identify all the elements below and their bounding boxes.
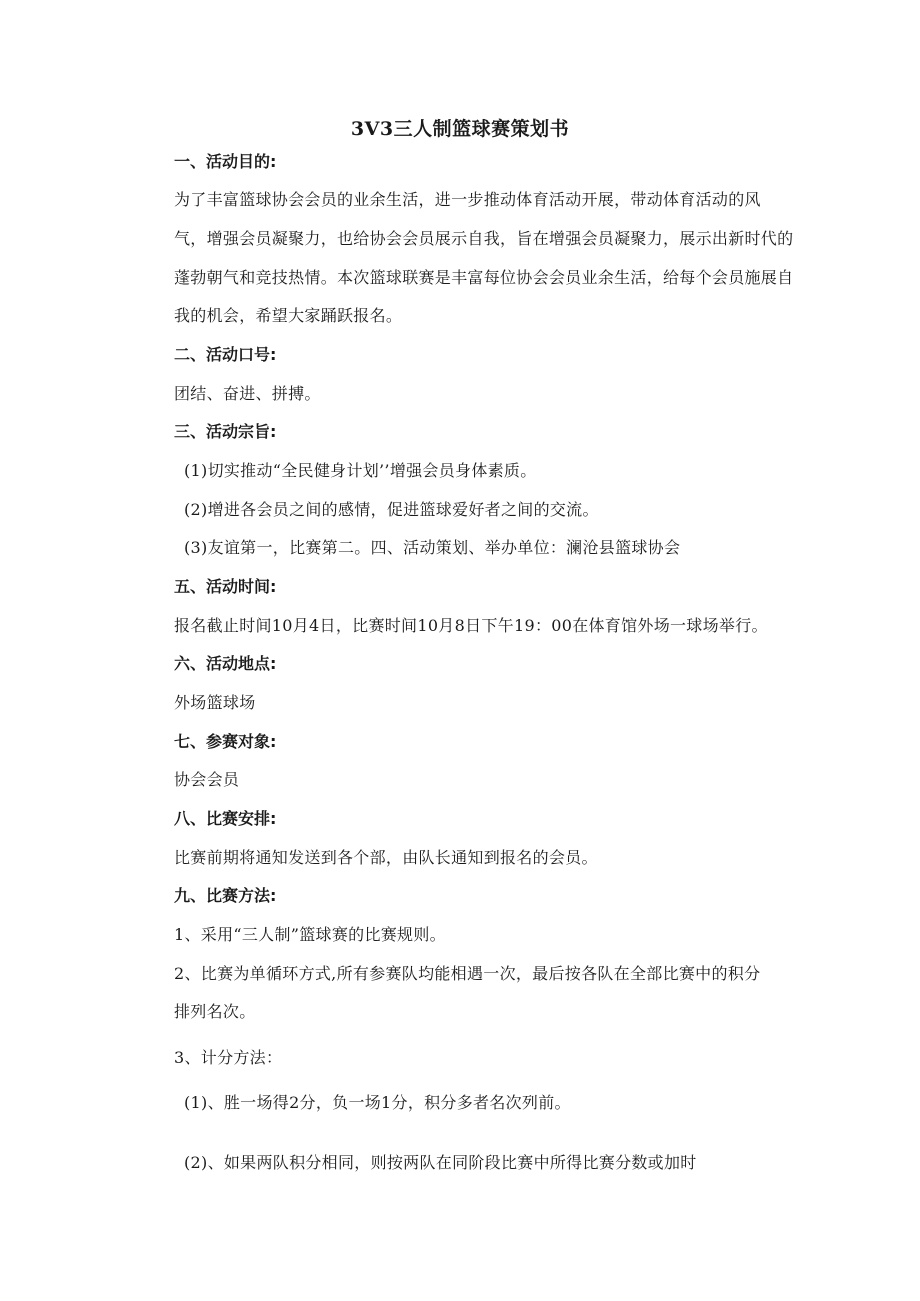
purpose-line-4: 我的机会，希望大家踊跃报名。 — [174, 306, 403, 325]
tenet-item-3: (3)友谊第一，比赛第二。四、活动策划、举办单位：澜沧县篮球协会 — [184, 538, 681, 557]
section-heading-purpose: 一、活动目的: — [174, 152, 277, 171]
section-heading-time: 五、活动时间: — [174, 577, 277, 596]
scoring-rule-2: (2)、如果两队积分相同，则按两队在同阶段比赛中所得比赛分数或加时 — [184, 1153, 697, 1172]
purpose-line-1: 为了丰富篮球协会会员的业余生活，进一步推动体育活动开展，带动体育活动的风 — [174, 190, 761, 209]
tenet-item-2: (2)增进各会员之间的感情，促进篮球爱好者之间的交流。 — [184, 500, 599, 519]
section-heading-arrangement: 八、比赛安排: — [174, 809, 277, 828]
purpose-line-3: 蓬勃朝气和竞技热情。本次篮球联赛是丰富每位协会会员业余生活，给每个会员施展自 — [174, 268, 794, 287]
section-heading-participants: 七、参赛对象: — [174, 732, 277, 751]
method-item-2-line-1: 2、比赛为单循环方式,所有参赛队均能相遇一次，最后按各队在全部比赛中的积分 — [174, 964, 761, 983]
arrangement-text: 比赛前期将通知发送到各个部，由队长通知到报名的会员。 — [174, 848, 598, 867]
section-heading-tenet: 三、活动宗旨: — [174, 422, 277, 441]
scoring-rule-1: (1)、胜一场得2分，负一场1分，积分多者名次列前。 — [184, 1093, 571, 1112]
tenet-item-1: (1)切实推动“全民健身计划’’增强会员身体素质。 — [184, 461, 537, 480]
method-item-2-line-2: 排列名次。 — [174, 1002, 256, 1021]
method-item-1: 1、采用“三人制”篮球赛的比赛规则。 — [174, 925, 446, 944]
document-title: 3V3三人制篮球赛策划书 — [350, 118, 570, 140]
section-heading-method: 九、比赛方法: — [174, 886, 277, 905]
method-item-3: 3、计分方法： — [174, 1048, 283, 1067]
purpose-line-2: 气，增强会员凝聚力，也给协会会员展示自我，旨在增强会员凝聚力，展示出新时代的 — [174, 229, 794, 248]
participants-text: 协会会员 — [174, 770, 240, 789]
section-heading-slogan: 二、活动口号: — [174, 345, 277, 364]
slogan-text: 团结、奋进、拼搏。 — [174, 384, 321, 403]
place-text: 外场篮球场 — [174, 693, 256, 712]
time-text: 报名截止时间10月4日，比赛时间10月8日下午19：00在体育馆外场一球场举行。 — [174, 616, 768, 635]
section-heading-place: 六、活动地点: — [174, 654, 277, 673]
